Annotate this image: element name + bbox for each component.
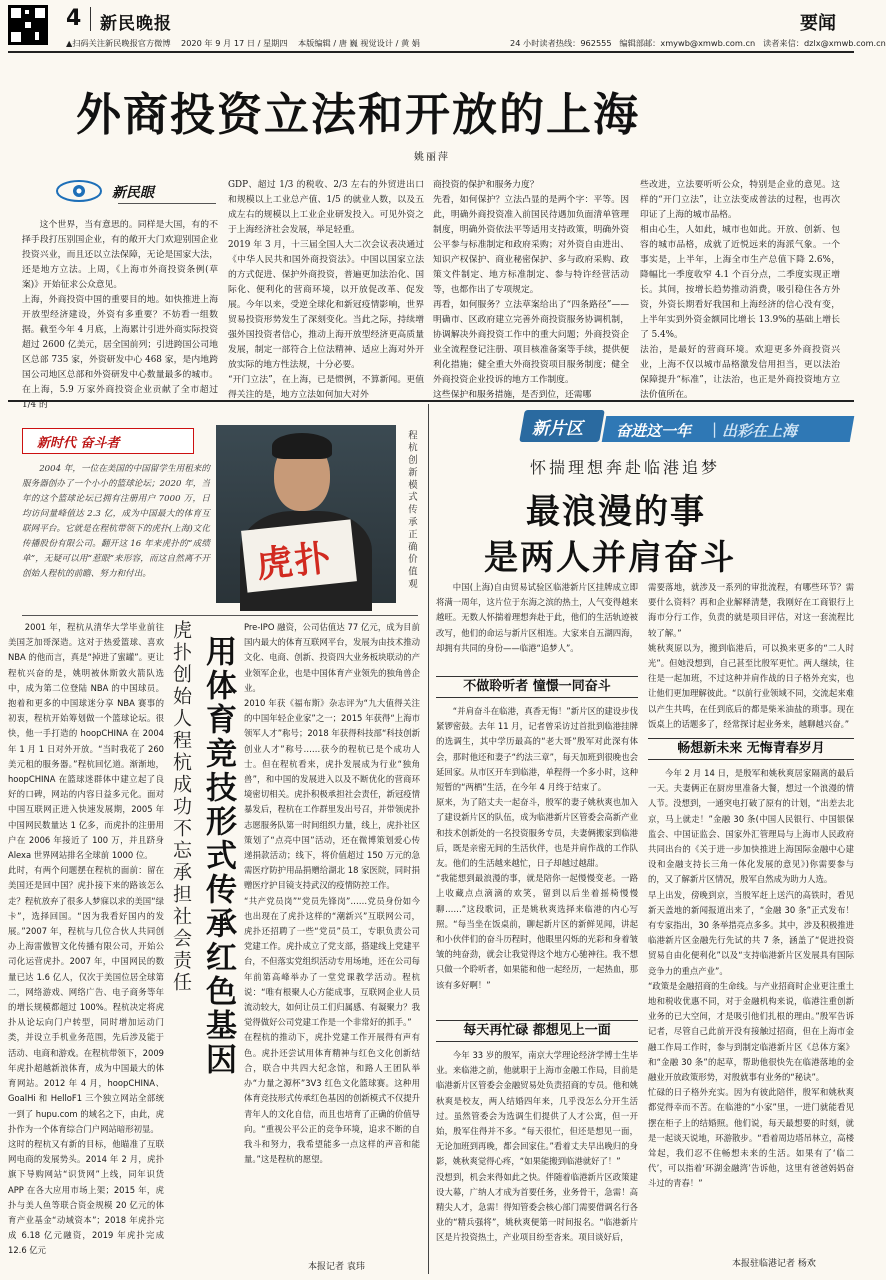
article3-col2b bbox=[648, 766, 854, 1252]
article1-col2 bbox=[228, 178, 424, 400]
contact-bar bbox=[510, 38, 886, 49]
page-number: 4 bbox=[66, 6, 82, 31]
article2-col1-text: 2001 年，程杭从清华大学毕业前往美国芝加哥深造。这对于热爱篮球、喜欢 NBA 的他而言，真是“掉进了蜜罐”。更让程杭兴奋的是，姚明被休斯敦火箭队选中，成为第二位登陆 NBA 的中国球员。抱着和更多的中国球迷分享 NBA 赛事的初衷，程杭开始筹划做一个篮球论坛。很快，他一手打造的 hoopCHINA 在 2004 年 1 月 1 日对外开放。“当时我花了 260 美元租的服务器。”程杭回忆道。渐渐地，hoopCHINA 在篮球迷群体中建立起了良好的口碑，网站的内容日益多元化。面对中国互联网正进入快速发展期，2005 年中国网民数量达 1 亿多，而虎扑的注册用户在 2006 年接近了 100 万，并且跻身 Alexa 世界网站排名全球前 1000 位。 此时，有两个问题摆在程杭的面前：留在美国还是回中国？虎扑接下来的路该怎么走？程杭放弃了很多人梦寐以求的美国“绿卡”，选择回国。“因为我看好国内的发展。”2007 年，程杭与几位合伙人共同创办上海雷傲智文化传播有限公司，开始公司化运营虎扑。2007 年，中国网民的数量已达 1.6 亿人，仅次于美国位居全球第二，网络游戏、网络广告、电子商务等年的增长规模都超过 100%。程杭决定将虎扑从论坛向门户转型，同时增加运动门类，并设立手机业务范围，先后涉及能于活动、电商和游戏。在程杭带领下，2009 年虎扑超越新浪体育，成为中国最大的体育网站。2012 年 4 月，hoopCHINA、GoalHi 和 HelloF1 三个独立网站全部统一到了 hupu.com 的域名之下，由此，虎扑作为一个体育综合门户网站暗形初显。 这时的程杭又有新的目标，他瞄准了互联网电商的发展势头。2014 年 2 月，虎扑旗下导购网站“识货网”上线，同年识货 APP 在各大应用市场上架；2015 年，虎扑与美人鱼等联合资金规模 20 亿元的体育产业基金“动域资本”；2018 年虎扑完成 6.18 亿元融资，2019 年虎扑完成 12.6 亿元 bbox=[8, 622, 164, 1256]
article3-col1c bbox=[436, 1048, 638, 1274]
article2-reporter: 本报记者 袁玮 bbox=[308, 1262, 365, 1272]
author-byline: 姚丽萍 bbox=[414, 152, 450, 163]
column-logo-text: 新民眼 bbox=[112, 185, 154, 201]
article3-reporter: 本报驻临港记者 杨欢 bbox=[732, 1259, 816, 1269]
article2-intro-text: 2004 年，一位在美国的中国留学生用租来的服务器创办了一个小小的篮球论坛；2020 年，当年的这个篮球论坛已拥有注册用户 7000 万，日均访问量峰值达 2.3 亿，成为中国最大的体育互联网平台。它就是在程杭带领下的虎扑(上海)文化传播股份有限公司。翻开这 16 年来虎扑的“成绩单”，无疑可以用“惹眼”来形容，而这自然离不开创始人程杭的前瞻、努力和付出。 bbox=[22, 464, 210, 579]
article3-col2b-text: 今年 2 月 14 日，是殷军和姚秋爽居家隔离的最后一天。夫妻俩正在厨房里准备大餐，想过一个浪漫的情人节。没想到，一通突电打破了原有的计划，“出差去北京，马上就走！”金融 30 条(中国人民银行、中国银保监会、中国证监会、国家外汇管理局与上海市人民政府共同出台的《关于进一步加快推进上海国际金融中心建设和金融支持长三角一体化发展的意见》)你需要参与的，又了解新片区情况，殷军自然成为助力人选。 早上出发，傍晚到京，当殷军赶上送汽的高铁时，看见新天盖地的新闻报道出来了，“金融 30 条”正式发布！有专家指出，30 条举措亮点多多。其中，涉及积极推进临港新片区金融先行先试的共 7 条，涵盖了“促进投资贸易自由化便利化”以及“支持临港新片区发展具有国际竞争力的重点产业”。 “政策是金融招商的生命线。与产业招商时企业更注重土地和税收优惠不同，对于金融机构来说，临港注重创新业务的已大空间，才是吸引他们扎根的理由。”殷军告诉记者，尽管自己此前开没有接触过招商，但在上海市金融工作局工作时，参与到制定临港新片区《总体方案》和“金融 30 条”的起草，帮助他很快先在临港落地的金融业开放政策形势，对殷就事有业务的“秘诀”。 忙碌的日子格外充实。因为有彼此陪伴，殷军和姚秋爽都觉得幸而不苦。在临港的“小家”里，一进门就能看见摆在柜子上的结婚照。他们说，每天最想要的时刻，就是一起谈天说地，环游散步。“看着周边塔吊林立，高楼耸起，我们忍不住畅想未来的生活。如果有了‘临二代’，可以指着‘环湖金融湾’告诉他，这里有爸爸妈妈奋斗过的青春！” bbox=[648, 768, 854, 1189]
article2-headline: 用体育竞技形式传承红色基因 bbox=[200, 635, 236, 1077]
article3-headline-1: 最浪漫的事 bbox=[526, 492, 706, 532]
paper-name: 新民晚报 bbox=[100, 14, 172, 34]
column-title: 新时代 奋斗者 bbox=[37, 436, 120, 451]
article3-headline-2: 是两人并肩奋斗 bbox=[484, 538, 736, 578]
eye-icon bbox=[54, 178, 104, 204]
article3-col1c-text: 今年 33 岁的殷军，南京大学理论经济学博士生毕业。来临港之前，他就职于上海市金融工作局，目前是临港新片区管委会金融贸易处负责招商的专员。他和姚秋爽是校友，两人结婚四年来，几乎没怎么分开生活过。虽然管委会为选调生们提供了人才公寓，但一开始，殷军住得并不多。“每天很忙，但还是想见一面，无论加班到再晚，都会回家住。”看着丈夫早出晚归的身影，姚秋爽觉得心疼，“如果能搬到临港就好了！” 没想到，机会来得如此之快。伴随着临港新片区政策建设大幕，广纳人才成为首要任务，业务骨干，急需！高精尖人才，急需！得知管委会核心部门需要借调名行各业的“精兵强将”，姚秋爽便第一时间报名。“临港新片区是片投资热土，产业项目纷至沓来。项目谈好后， bbox=[436, 1050, 638, 1243]
article1-col4 bbox=[640, 178, 840, 400]
reader-email[interactable]: 读者来信：dzlx@xmwb.com.cn bbox=[763, 38, 886, 48]
hotline: 24 小时读者热线：962555 bbox=[510, 38, 612, 48]
article3-col1a-text: 中国(上海)自由贸易试验区临港新片区挂牌成立即将满一周年，这片位于东海之滨的热土，人气变得越来越旺。无数人怀揣着理想奔赴于此，他们的生活轨迹被改写，他们的命运与新片区相连。大家来自五湖四海，却拥有共同的身份——临港“追梦人”。 bbox=[436, 582, 638, 653]
date-info: 2020 年 9 月 17 日 / 星期四 bbox=[180, 38, 288, 48]
article3-col1b bbox=[436, 704, 638, 1016]
subhead-3: 畅想新未来 无悔青春岁月 bbox=[648, 738, 854, 760]
section-name: 要闻 bbox=[800, 13, 836, 34]
portrait-photo bbox=[216, 425, 396, 603]
article1-col2-text: GDP、超过 1/3 的税收、2/3 左右的外贸进出口和规模以上工业总产值、1/5 的就业人数，以及五成左右的规模以上工业企业研发投入。可见外资之于上海经济社会发展，举足轻重。 2019 年 3 月，十三届全国人大二次会议表决通过《中华人民共和国外商投资法》。中国以国家立法的方式促进、保护外商投资，普遍更加法治化、国际化、便利化的营商环境，以开放促改革、促发展。今年以来，受逆全球化和新冠疫情影响，世界贸易投资形势发生了深刻变化。当此之际，持续增强外国投资者信心，推动上海开放型经济更高质量发展，制定一部符合上位法精神、适应上海对外开放实际的地方性法规，十分必要。 “开门立法”，在上海，已是惯例，不算新闻。更值得关注的是，地方立法如何加大对外 bbox=[228, 180, 424, 400]
banner-divider: | bbox=[712, 420, 718, 438]
photo-caption: 程杭创新模式传承正确价值观 bbox=[406, 430, 417, 592]
article2-intro bbox=[22, 462, 210, 610]
subhead-1: 不做聆听者 憧憬一同奋斗 bbox=[436, 676, 638, 698]
article3-col2a bbox=[648, 580, 854, 732]
article3-col1b-text: “并肩奋斗在临港，真香无悔！”新片区的建设步伐紧锣密鼓。去年 11 月，记者曾采访过首批到临港挂牌的选调生，其中学历最高的“老大哥”殷军对此深有体会，那时他还和妻子“约法三章”，每天加班到很晚也会延回家。从市区开车到临港，单程得一个多小时，这种短暂的“两栖”生活，在今年 4 月终于结束了。 原来，为了陪丈夫一起奋斗，殷军的妻子姚秋爽也加入了建设新片区的队伍，成为临港新片区管委会高新产业和技术创新处的一名投资服务专员，夫妻俩搬家到临港后，既是亲密无间的生活伙伴，也是并肩作战的工作队友。他们的生活越来越忙，日子却越过越甜。 “我能想到最浪漫的事，就是陪你一起慢慢变老。一路上收藏点点滴滴的欢笑，留到以后坐着摇椅慢慢聊……”这段歌词，正是姚秋爽选择来临港的内心写照。“每当坐在饭桌前，聊起新片区的新鲜见闻，讲起和小伙伴们的奋斗历程时，他眼里闪烁的光彩和身着皱皱的纯奋劲，就会让我觉得这个地方心驰神往。我不想只做一个聆听者，如果能和他一起经历，一起热血，那该有多好啊！” bbox=[436, 706, 638, 990]
article3-col2a-text: 需要落地，就涉及一系列的审批流程，有哪些环节？需要什么资料？再和企业解释清楚，我刚好在工商银行上海市分行工作，负责的就是项目评估，对这一套流程比较了解。” 姚秋爽原以为，搬到临港后，可以换来更多的“二人时光”。但她没想到，自己甚至比殷军更忙。两人继续，往往是一起加班，不过这种并肩作战的日子格外充实，也让他们更加理解彼此。“以前行业领域不同，交流起来难以产生共鸣，在任到底后的都是柴米油盐的琐事。现在饭桌上的话题多了，经常探讨起业务来，越聊越兴奋。” bbox=[648, 582, 854, 729]
article1-col1 bbox=[22, 218, 218, 410]
article3-col1a bbox=[436, 580, 638, 670]
article1-col1-text: 这个世界，当有意思的。同样是大国，有的不择手段打压别国企业，有的敞开大门欢迎别国企业投资兴业，而且还以立法保障，无论是国家大法，还是地方立法。上周，《上海市外商投资条例(草案)》开始征求公众意见。 上海，外商投资中国的重要目的地。如快推进上海开放型经济建设，外资有多重要？不妨看一组数据。截至今年 4 月底，上海累计引进外商实际投资超过 2600 亿美元，居全国前列；引进跨国公司地区总部 735 家，外资研发中心 468 家，是内地跨国公司地区总部和外资研发中心数量最多的城市。在上海，5.9 万家外商投资企业贡献了全市超过 1/4 的 bbox=[22, 220, 218, 410]
main-headline: 外商投资立法和开放的上海 bbox=[76, 88, 641, 141]
article1-col4-text: 些改进，立法要听听公众，特别是企业的意见。这样的“开门立法”，让立法变成普法的过程，也再次印证了上海的城市品格。 相由心生，人如此，城市也如此。开放、创新、包容的城市品格，成就了近悦远来的海派气象。一个事实是，上半年，上海全市生产总值下降 2.6%，降幅比一季度收窄 4.1 个百分点，二季度实现正增长。其间，按增长趋势推动消费，吸引稳住各方外资，外资长期看好我国和上海经济的信心没有变，上半年实到外资金额同比增长 13.9%的基础上增长了 5.4%。 法治，是最好的营商环境。欢迎更多外商投资兴业，上海不仅以城市品格激发信用担当，更以法治保障提升“标准”，让法治，也正是外商投资地方立法价值所在。 bbox=[640, 180, 840, 400]
banner-title: 奋进这一年 bbox=[616, 422, 692, 440]
kicker: 怀揣理想奔赴临港追梦 bbox=[530, 458, 721, 477]
hupu-sign bbox=[241, 519, 357, 592]
article1-col3 bbox=[433, 178, 629, 400]
article1-col3-text: 商投资的保护和服务力度？ 先看，如何保护？立法凸显的是两个字：平等。因此，明确外商投资准入前国民待遇加负面清单管理制度，明确外资依法平等适用支持政策，明确外资公平参与标准制定和政府采购；对外资自由进出、知识产权保护、商业秘密保护、多与政府采购、政策文件制定、地方标准制定、参与特许经营活动等，也都作出了专项规定。 再看，如何服务？立法草案给出了“四条路径”——明确市、区政府建立完善外商投资服务协调机制，协调解决外商投资工作中的重大问题；外商投资企业全流程登记注册、项目核准备案等手续，提供便利化措施；健全重大外商投资项目服务制度；健全外商投资企业投诉的地方工作制度。 这些保护和服务措施，是否到位，还需哪 bbox=[433, 180, 629, 400]
column-title-bar bbox=[22, 428, 194, 454]
article2-col2 bbox=[244, 620, 420, 1260]
hupu-sign-text: 虎扑 bbox=[254, 537, 335, 587]
qr-code[interactable] bbox=[8, 5, 48, 45]
editor-email[interactable]: 编辑部邮：xmywb@xmwb.com.cn bbox=[619, 38, 756, 48]
qr-hint: ▲扫码关注新民晚报官方微博 bbox=[66, 38, 171, 48]
editor-credits: 本版编辑 / 唐 巍 视觉设计 / 黄 娟 bbox=[297, 38, 420, 48]
article2-col2-text: Pre-IPO 融资，公司估值达 77 亿元，成为目前国内最大的体育互联网平台，发展为由技术推动文化、电商、创新、投资四大业务板块联动的产业领军企业，也是中国体育产业领先的独角兽企业。 2010 年获《福布斯》杂志评为“九大值得关注的中国年轻企业家”之一；2015 年获得“上海市领军人才”称号；2018 年获得科技部“科技创新创业人才”称号……获今的程杭已是个成功人士。但在程杭看来，虎扑发展成为行业“独角兽”，和中国的发展进入以及不断优化的营商环境密切相关。虎扑积极承担社会责任，新冠疫情暴发后，程杭在工作群里发出号召，并带领虎扑志愿服务队第一时间组织力量，线上，虎扑社区策划了“点亮中国”活动，还在微博策划爱心传递捐款活动；线下，将价值超过 150 万元的急需医疗防护用品捐赠给湖北 18 家医院，同时捐赠医疗护目镜支持武汉的疫情防控工作。 “共产党员岗”“党员先锋岗”……党员身份如今也出现在了虎扑这样的“潮新兴”互联网公司，虎扑还招聘了一些“党员”员工，专职负责公司党建工作。虎扑成立了党支部，搭建线上党建平台，不但落实党组织活动专用场地，还在公司每年前第高峰举办了一堂党课教学活动。程杭说：“唯有根聚人心方能成事，互联网企业人员流动较大，如何让员工们归属感、有凝聚力？我觉得做好公司党建工作是一个非常好的抓手。” 在程杭的推动下，虎扑党建工作开展得有声有色。虎扑还尝试用体育精神与红色文化创新结合，联合中共四大纪念馆，和路人王团队举办“力量之源杯”3V3 红色文化篮球赛。这种用体育竞技形式传承红色基因的创新模式不仅提升青年人的文化自信，而且也培育了正确的价值导向。“重视公平公正的竞争环境，追求不断的自我斗和努力，我希望能多一点这样的声音和能量。”这是程杭的愿望。 bbox=[244, 622, 420, 1165]
banner-tag-text: 新片区 bbox=[532, 419, 583, 439]
article2-subtitle: 虎扑创始人程杭成功不忘承担社会责任 bbox=[170, 620, 192, 994]
banner-sub: 出彩在上海 bbox=[722, 422, 798, 440]
article2-col1 bbox=[8, 620, 164, 1272]
subhead-2: 每天再忙碌 都想见上一面 bbox=[436, 1020, 638, 1042]
section-banner bbox=[434, 408, 854, 446]
person-hair bbox=[272, 433, 332, 459]
column-logo bbox=[54, 178, 184, 204]
